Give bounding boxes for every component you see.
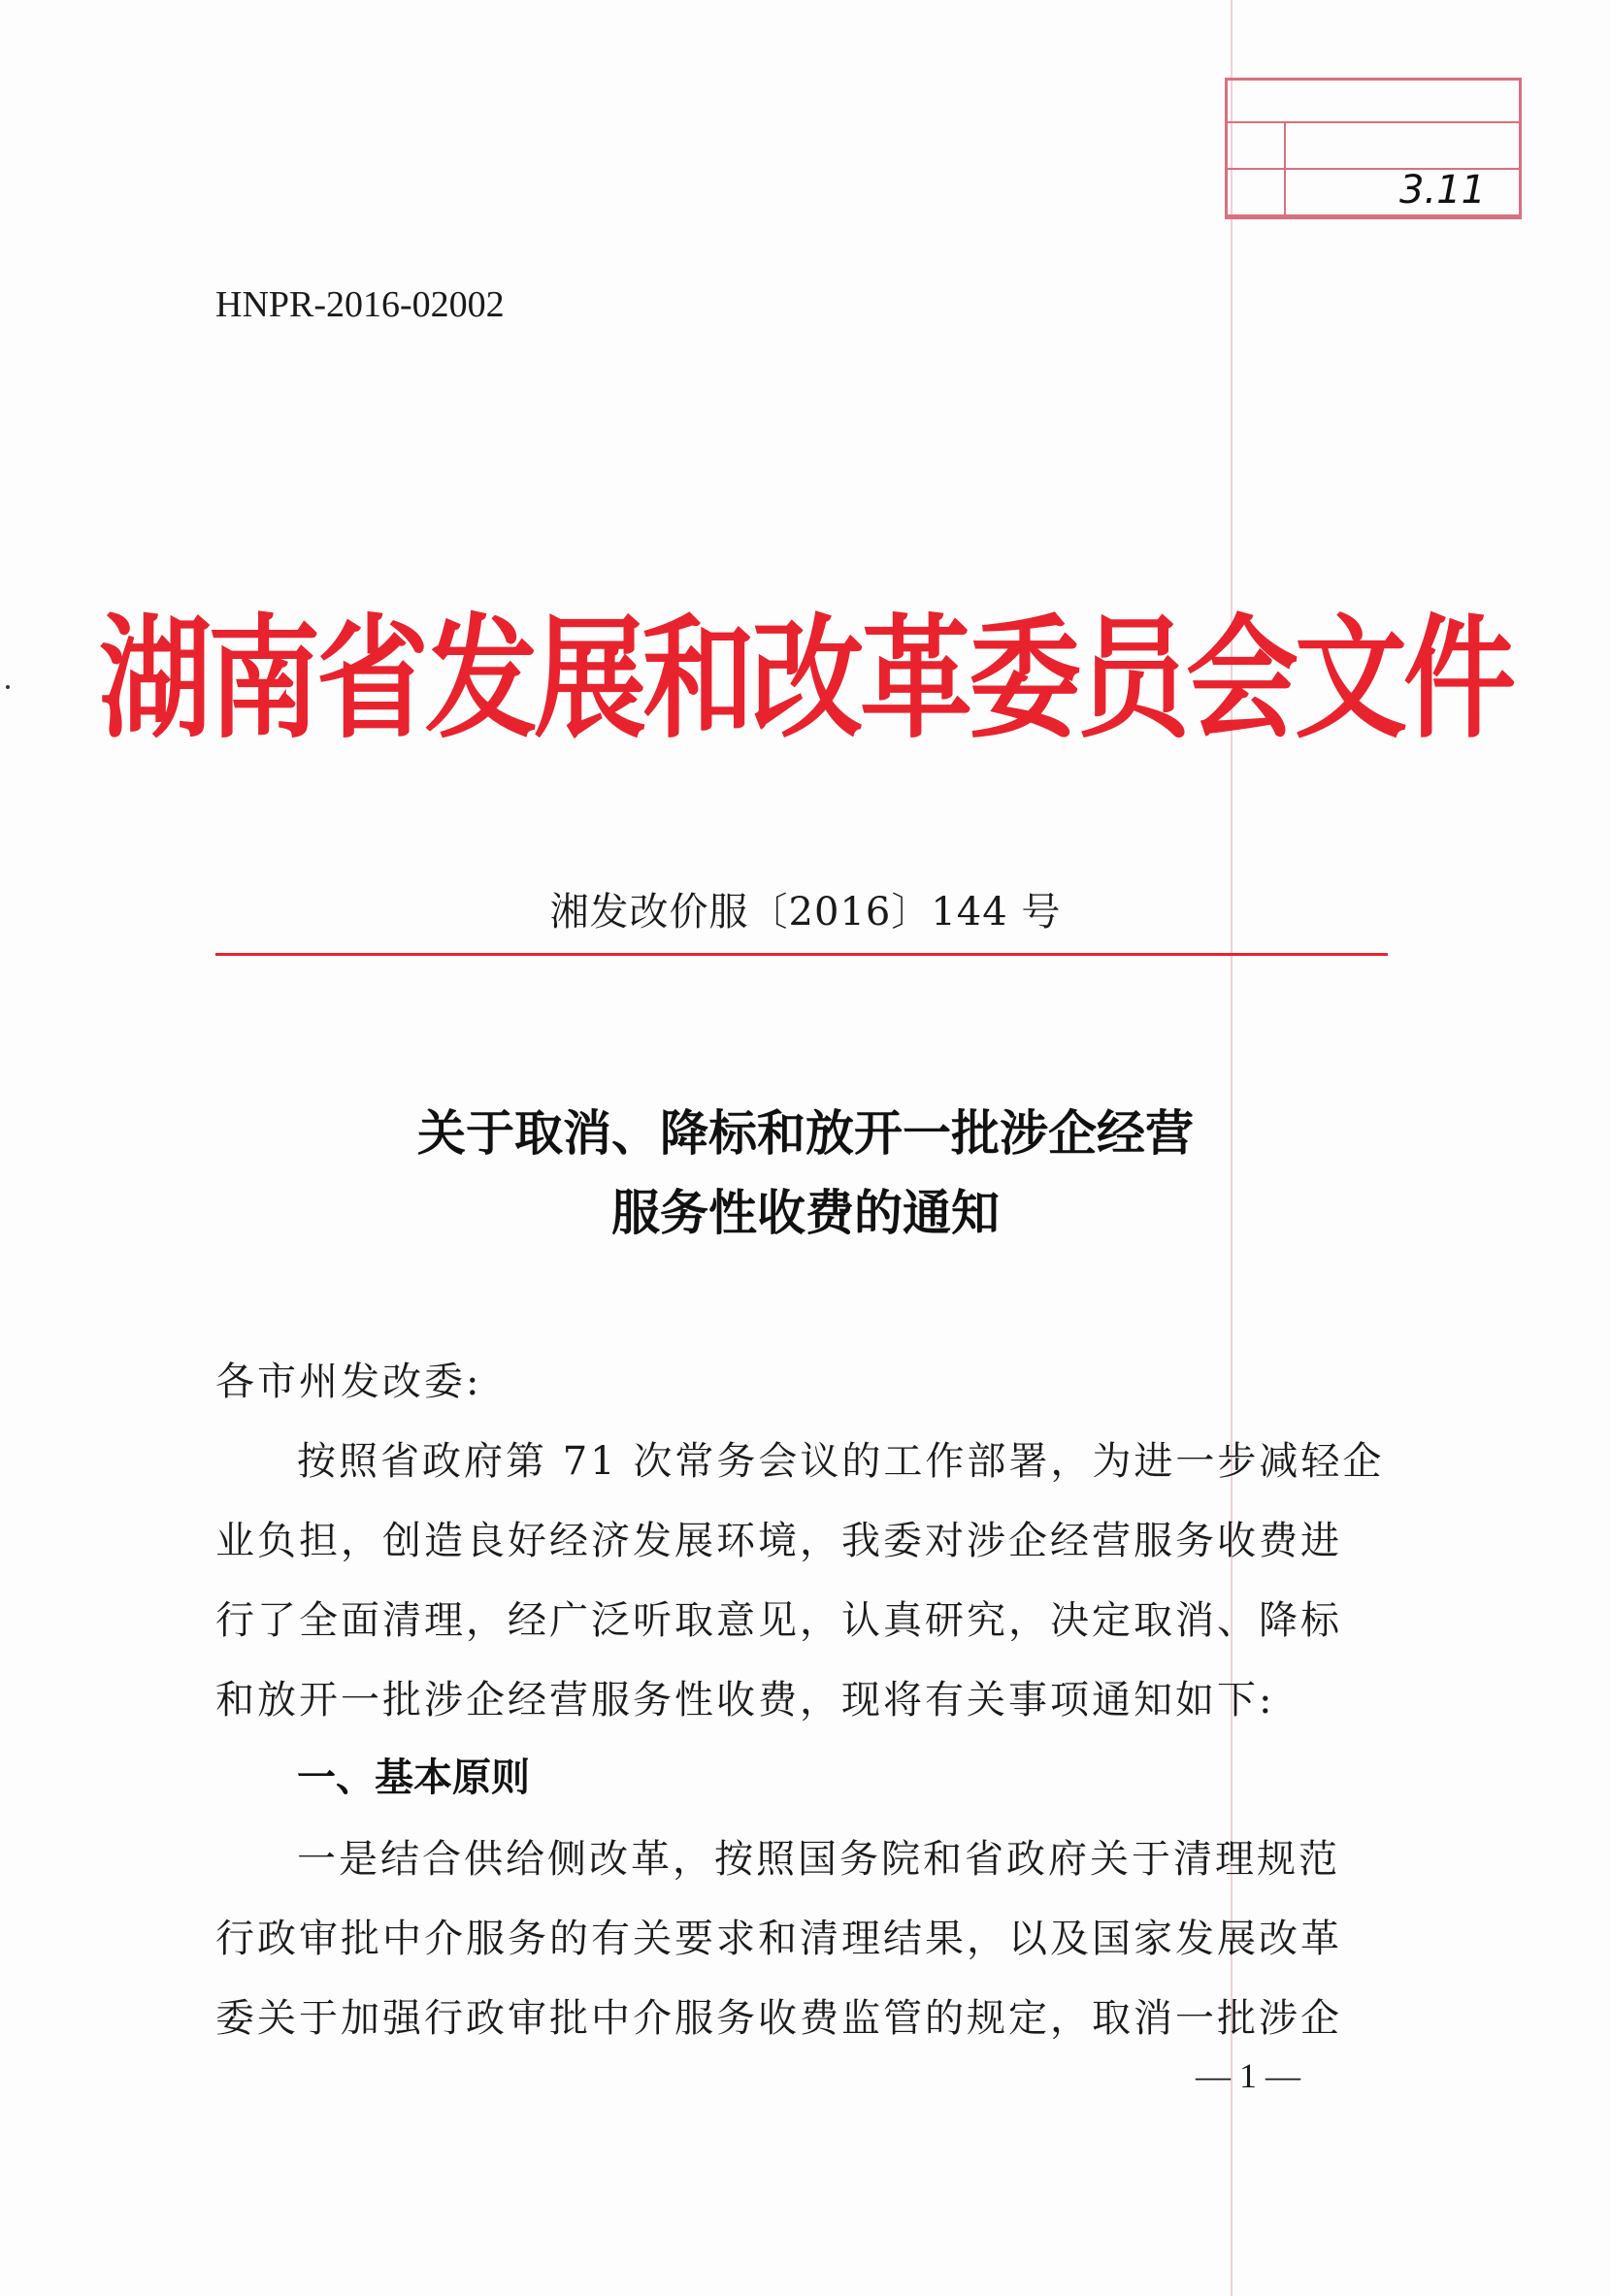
notice-title-line-1: 关于取消、降标和放开一批涉企经营 (417, 1105, 1194, 1162)
agency-title: 湖南省发展和改革委员会文件 (99, 601, 1512, 757)
paragraph-2-line: 一是结合供给侧改革，按照国务院和省政府关于清理规范 (297, 1837, 1340, 1882)
page-number: — 1 — (1196, 2056, 1300, 2095)
paragraph-1-line: 和放开一批涉企经营服务性收费，现将有关事项通知如下: (215, 1678, 1275, 1722)
stamp-handwritten-number: 3.11 (1398, 168, 1486, 213)
addressee: 各市州发改委: (215, 1360, 482, 1404)
document-code: HNPR-2016-02002 (215, 284, 505, 325)
stamp-divider (1284, 123, 1286, 216)
stamp-header (1228, 81, 1519, 123)
section-heading: 一、基本原则 (297, 1755, 530, 1800)
document-number: 湘发改价服〔2016〕144 号 (549, 890, 1062, 935)
notice-title-line-2: 服务性收费的通知 (611, 1185, 1000, 1241)
paragraph-1-line: 按照省政府第 71 次常务会议的工作部署，为进一步减轻企 (297, 1439, 1385, 1484)
receipt-stamp (1225, 78, 1522, 219)
paragraph-2-line: 行政审批中介服务的有关要求和清理结果，以及国家发展改革 (215, 1917, 1342, 1961)
paragraph-1-line: 行了全面清理，经广泛听取意见，认真研究，决定取消、降标 (215, 1598, 1342, 1643)
paragraph-2-line: 委关于加强行政审批中介服务收费监管的规定，取消一批涉企 (215, 1996, 1342, 2041)
red-separator-line (215, 953, 1388, 956)
stamp-row (1228, 123, 1519, 170)
paragraph-1-line: 业负担，创造良好经济发展环境，我委对涉企经营服务收费进 (215, 1519, 1342, 1563)
